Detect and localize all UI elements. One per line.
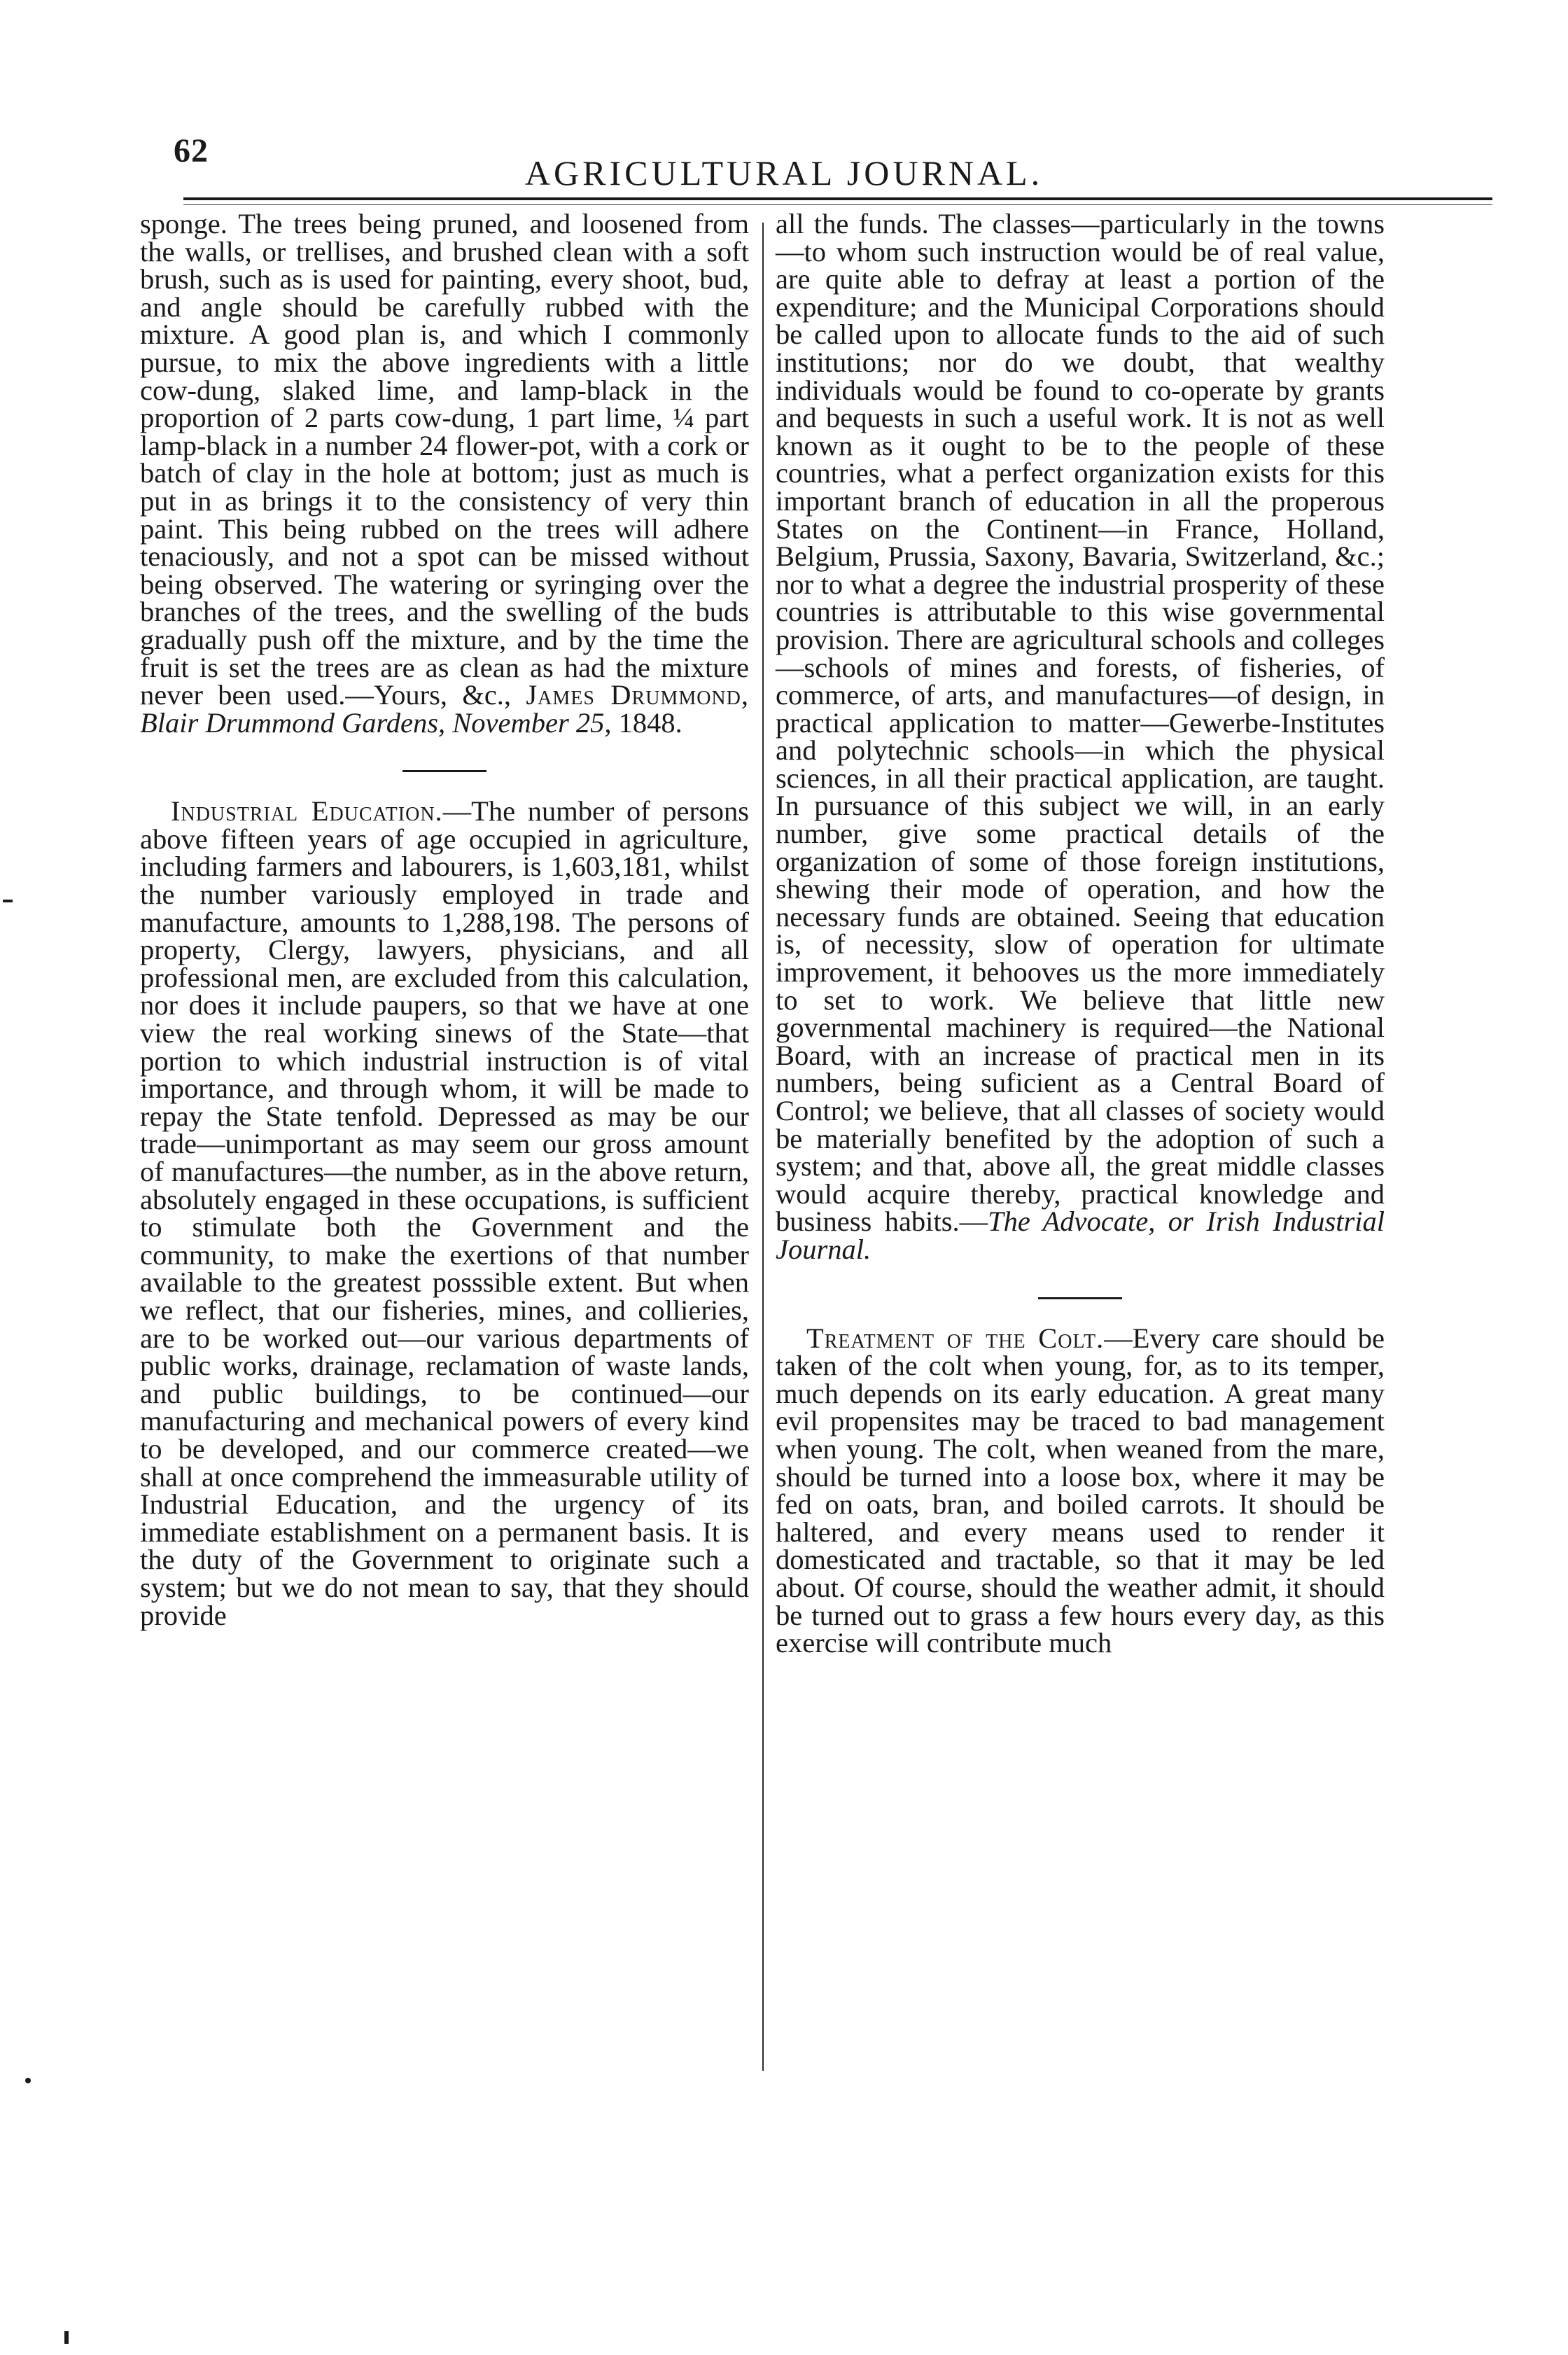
industrial-education-article [140,797,749,1629]
right-column [776,210,1385,1657]
author-year: 1848. [618,706,682,739]
column-rule [762,223,764,2071]
colt-text: —Every care should be taken of the colt when young, for, as to its temper, much depends on its early education. A great many evil propensites may be traced to bad management when young. The colt, when weaned from the mare, should be turned into a loose box, where it may be fed on oats, bran, and boiled carrots. It should be haltered, and every means used to render it domesticated and tractable, so that it may be led about. Of course, should the weather admit, it should be turned out to grass a few hours every day, as this exercise will contribute much [776,1322,1385,1659]
industrial-continued-text: all the funds. The classes—particularly in the towns—to whom such instruction would be of real value, are quite able to defray at least a portion of the expenditure; and the Municipal Corporations should be called upon to allocate funds to the aid of such institutions; nor do we doubt, that wealthy individuals would be found to co-operate by grants and bequests in such a useful work. It is not as well known as it ought to be to the people of these countries, what a perfect organization exists for this important branch of education in all the properous States on the Continent—in France, Holland, Belgium, Prussia, Saxony, Bavaria, Switzerland, &c.; nor to what a degree the industrial prosperity of these countries is attributable to this wise governmental provision. There are agricultural schools and colleges—schools of mines and forests, of fisheries, of commerce, of arts, and manufactures—of design, in practical application to matter—Gewerbe-Institutes and polytechnic schools—in which the physical sciences, in all their practical application, are taught. In pursuance of this subject we will, in an early number, give some practical details of the organization of some of those foreign institutions, shewing their mode of operation, and how the necessary funds are obtained. Seeing that education is, of necessity, slow of operation for ultimate improvement, it behooves us the more immediately to set to work. We believe that little new governmental machinery is required—the National Board, with an increase of practical men in its numbers, being suficient as a Central Board of Control; we believe, that all classes of society would be materially benefited by the adoption of such a system; and that, above all, the great middle classes would acquire thereby, practical knowledge and business habits.— [776,208,1385,1238]
margin-dot [25,2078,31,2083]
article-source: The Advocate, or Irish Industrial Journal. [776,1206,1385,1265]
continuation-text: sponge. The trees being pruned, and loosened from the walls, or trellises, and brushed clean with a soft brush, such as is used for painting, every shoot, bud, and angle should be carefully rubbed with the mixture. A good plan is, and which I commonly pursue, to mix the above ingredients with a little cow-dung, slaked lime, and lamp-black in the proportion of 2 parts cow-dung, 1 part lime, ¼ part lamp-black in a number 24 flower-pot, with a cork or batch of clay in the hole at bottom; just as much is put in as brings it to the consistency of very thin paint. This being rubbed on the trees will adhere tenaciously, and not a spot can be missed without being observed. The watering or syringing over the branches of the trees, and the swelling of the buds gradually push off the mixture, and by the time the fruit is set the trees are as clean as had the mixture never been used.—Yours, &c., [140,208,749,711]
author-dateline: Blair Drummond Gardens, November 25, [140,706,612,739]
article-divider [402,770,486,772]
header-rule-thin [183,204,1492,205]
margin-mark [64,2331,69,2344]
page-number: 62 [174,132,209,169]
author-signature: James Drummond, [526,679,750,711]
left-column [140,210,749,1629]
margin-mark [3,900,13,902]
colt-article [776,1322,1385,1659]
industrial-education-text: —The number of persons above fifteen years of age occupied in agriculture, including farmers and labourers, is 1,603,181, whilst the number variously employed in trade and manufacture, amounts to 1,288,198. The persons of property, Clergy, lawyers, physicians, and all professional men, are excluded from this calculation, nor does it include paupers, so that we have at one view the real working sinews of the State—that portion to which industrial instruction is of vital importance, and through whom, it will be made to repay the State tenfold. Depressed as may be our trade—unimportant as may seem our gross amount of manufactures—the number, as in the above return, absolutely engaged in these occupations, is sufficient to stimulate both the Government and the community, to make the exertions of that number available to the greatest posssible extent. But when we reflect, that our fisheries, mines, and collieries, are to be worked out—our various departments of public works, drainage, reclamation of waste lands, and public buildings, to be continued—our manufacturing and mechanical powers of every kind to be developed, and our commerce created—we shall at once comprehend the immeasurable utility of Industrial Education, and the urgency of its immediate establishment on a permanent basis. It is the duty of the Government to originate such a system; but we do not mean to say, that they should provide [140,795,749,1631]
industrial-education-continued [776,210,1385,1264]
running-title: AGRICULTURAL JOURNAL. [524,153,1044,193]
header-rule [183,197,1492,200]
article-divider [1038,1297,1122,1299]
colt-heading: Treatment of the Colt. [806,1322,1105,1354]
fruit-tree-article-continuation [140,208,750,739]
industrial-education-heading: Industrial Education. [171,795,443,827]
